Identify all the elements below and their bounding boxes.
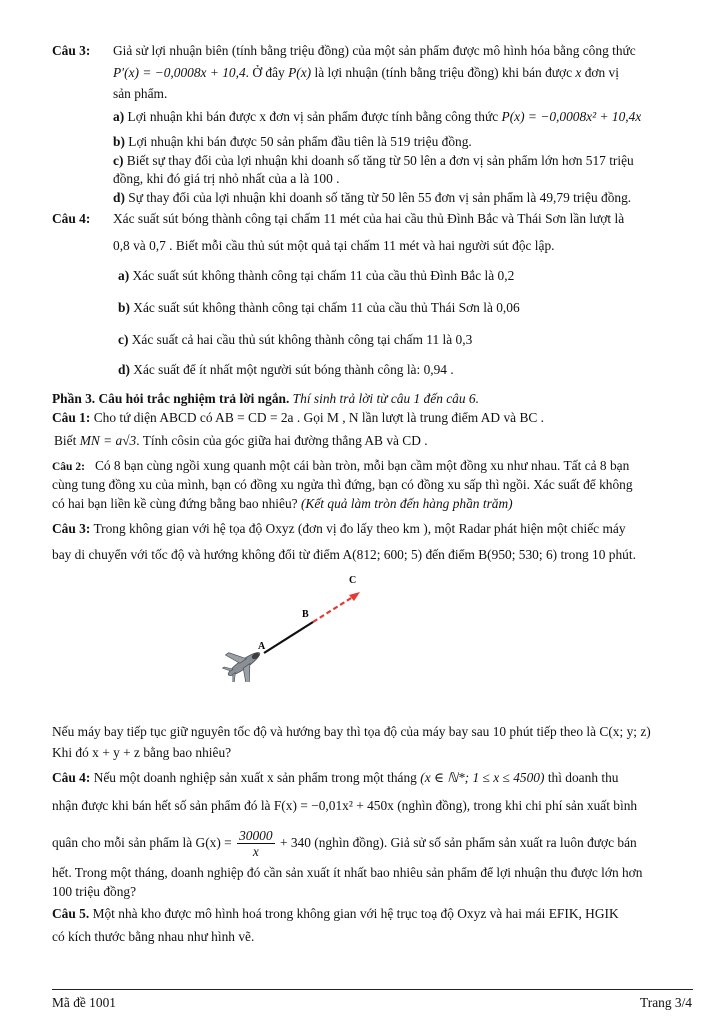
q4-option-d bbox=[118, 361, 454, 378]
p3q4-text1a: Nếu một doanh nghiệp sản xuất x sản phẩm trong một tháng bbox=[93, 770, 417, 785]
segment-bc-dashed bbox=[313, 595, 356, 622]
footer-divider bbox=[52, 989, 693, 990]
q4-line2: 0,8 và 0,7 . Biết mỗi cầu thủ sút một quả tại chấm 11 mét và hai người sút độc lập. bbox=[113, 238, 555, 253]
q3-line1: Giả sử lợi nhuận biên (tính bằng triệu đồng) của một sản phẩm được mô hình hóa bằng công thức bbox=[113, 43, 636, 58]
q4-option-a-text: Xác suất sút không thành công tại chấm 11 của cầu thủ Đình Bắc là 0,2 bbox=[132, 268, 515, 283]
p3q2-text1: Có 8 bạn cùng ngồi xung quanh một cái bàn tròn, mỗi bạn cầm một đồng xu như nhau. Tất cả 8 bạn bbox=[94, 458, 630, 473]
q4-option-b-text: Xác suất sút không thành công tại chấm 11 của cầu thủ Thái Sơn là 0,06 bbox=[133, 300, 520, 315]
fraction-denominator: x bbox=[252, 844, 259, 860]
p3q3-line2: bay di chuyển với tốc độ và hướng không đổi từ điểm A(812; 600; 5) đến điểm B(950; 530; 6) trong 10 phút. bbox=[52, 547, 636, 562]
q3-option-c-text1: Biết sự thay đổi của lợi nhuận khi doanh số tăng từ 50 lên a đơn vị sản phẩm lớn hơn 517 triệu bbox=[126, 153, 634, 168]
p3q3-line1 bbox=[52, 520, 626, 537]
q4-option-d-text: Xác suất để ít nhất một người sút bóng thành công là: 0,94 . bbox=[133, 362, 454, 377]
p3q4-text3a: quân cho mỗi sản phẩm là G(x) = bbox=[52, 835, 232, 850]
point-c-label: C bbox=[349, 575, 357, 586]
p3q4-line4: hết. Trong một tháng, doanh nghiệp đó cần sản xuất ít nhất bao nhiêu sản phẩm để lợi nhuận thu được lớn hơn bbox=[52, 865, 643, 880]
q3-option-c-cont: đồng, khi đó giá trị nhỏ nhất của a là 100 . bbox=[113, 171, 340, 186]
p3q2-line1 bbox=[52, 457, 629, 476]
q4-option-d-label: d) bbox=[118, 362, 130, 377]
q3-line2-text2: là lợi nhuận (tính bằng triệu đồng) khi bán được bbox=[314, 65, 573, 80]
q3-option-a-text: Lợi nhuận khi bán được x đơn vị sản phẩm được tính bằng công thức bbox=[127, 109, 499, 124]
q3-option-c-label: c) bbox=[113, 153, 124, 168]
q3-profit-formula: P(x) = −0,0008x² + 10,4x bbox=[501, 109, 642, 124]
p3q4-text3b: + 340 (nghìn đồng). Giả sử số sản phẩm sản xuất ra luôn được bán bbox=[279, 835, 637, 850]
q3-line3: sản phẩm. bbox=[113, 86, 168, 101]
q3-derivative-formula: P′(x) = −0,0008x + 10,4 bbox=[113, 65, 246, 80]
part3-title: Phần 3. Câu hỏi trắc nghiệm trả lời ngắn. bbox=[52, 391, 290, 406]
p3q2-label: Câu 2: bbox=[52, 461, 85, 473]
p3q1-text1: Cho tứ diện ABCD có AB = CD = 2a . Gọi M , N lần lượt là trung điểm AD và BC . bbox=[93, 410, 544, 425]
q3-x-symbol: x bbox=[575, 65, 582, 80]
p3q4-domain-expr: (x ∈ ℕ*; 1 ≤ x ≤ 4500) bbox=[420, 770, 545, 785]
p3q4-line3 bbox=[52, 826, 637, 860]
q3-option-b bbox=[113, 133, 472, 150]
segment-ab bbox=[264, 622, 313, 653]
q3-option-b-label: b) bbox=[113, 134, 125, 149]
q3-line2-text3: đơn vị bbox=[584, 65, 619, 80]
q3-option-a-label: a) bbox=[113, 109, 125, 124]
p3q4-line1 bbox=[52, 769, 618, 786]
p3q2-line2: cùng tung đồng xu của mình, bạn có đồng xu ngửa thì đứng, bạn có đồng xu sấp thì ngồi. Xác suất để không bbox=[52, 477, 633, 492]
p3q4-line5: 100 triệu đồng? bbox=[52, 884, 137, 899]
q3-option-b-text: Lợi nhuận khi bán được 50 sản phẩm đầu tiên là 519 triệu đồng. bbox=[128, 134, 472, 149]
q3-px-symbol: P(x) bbox=[288, 65, 312, 80]
p3q2-rounding-note: (Kết quả làm tròn đến hàng phần trăm) bbox=[300, 496, 513, 511]
q3-option-d-text: Sự thay đổi của lợi nhuận khi doanh số tăng từ 50 lên 55 đơn vị sản phẩm là 49,79 triệu đồng. bbox=[128, 190, 632, 205]
page-number: Trang 3/4 bbox=[640, 995, 692, 1010]
p3q3-line3: Nếu máy bay tiếp tục giữ nguyên tốc độ và hướng bay thì tọa độ của máy bay sau 10 phút tiếp theo là C(x; y; z) bbox=[52, 724, 651, 739]
q3-option-d-label: d) bbox=[113, 190, 125, 205]
q3-line2-text1: . Ở đây bbox=[245, 65, 285, 80]
q4-option-b-label: b) bbox=[118, 300, 130, 315]
q4-option-c-text: Xác suất cả hai cầu thủ sút không thành công tại chấm 11 là 0,3 bbox=[131, 332, 473, 347]
q4-label: Câu 4: bbox=[52, 211, 91, 226]
q4-option-a bbox=[118, 267, 514, 284]
point-a-label: A bbox=[258, 641, 266, 652]
p3q2-line3 bbox=[52, 495, 513, 512]
p3q1-mn-expr: MN = a√3 bbox=[79, 433, 137, 448]
p3q4-line2: nhận được khi bán hết số sản phẩm đó là F(x) = −0,01x² + 450x (nghìn đồng), trong khi chi phí sản xuất bình bbox=[52, 798, 638, 813]
q4-option-b bbox=[118, 299, 520, 316]
q4-option-a-label: a) bbox=[118, 268, 130, 283]
p3q1-label: Câu 1: bbox=[52, 410, 91, 425]
exam-code: Mã đề 1001 bbox=[52, 995, 116, 1010]
p3q3-label: Câu 3: bbox=[52, 521, 91, 536]
p3q3-line4: Khi đó x + y + z bằng bao nhiêu? bbox=[52, 745, 232, 760]
q3-option-d bbox=[113, 189, 631, 206]
airplane-trajectory-figure bbox=[218, 570, 368, 682]
fraction-numerator: 30000 bbox=[239, 828, 273, 844]
point-b-label: B bbox=[302, 609, 309, 620]
q3-line2 bbox=[113, 64, 619, 81]
p3q5-text1: Một nhà kho được mô hình hoá trong không gian với hệ trục toạ độ Oxyz và hai mái EFIK, HGIK bbox=[92, 906, 619, 921]
q4-line1: Xác suất sút bóng thành công tại chấm 11 mét của hai cầu thủ Đình Bắc và Thái Sơn lần lượt là bbox=[113, 211, 625, 226]
q3-option-a bbox=[113, 108, 641, 125]
part3-heading bbox=[52, 390, 479, 407]
p3q1-line1 bbox=[52, 409, 544, 426]
p3q1-line2 bbox=[54, 432, 428, 449]
q3-option-c bbox=[113, 152, 634, 169]
p3q4-label: Câu 4: bbox=[52, 770, 91, 785]
q4-option-c-label: c) bbox=[118, 332, 129, 347]
p3q2-text3a: có hai bạn liền kề cùng đứng bằng bao nhiêu? bbox=[52, 496, 298, 511]
p3q1-text2a: Biết bbox=[54, 433, 77, 448]
p3q4-text1b: thì doanh thu bbox=[547, 770, 619, 785]
q3-label: Câu 3: bbox=[52, 43, 91, 58]
p3q5-label: Câu 5. bbox=[52, 906, 90, 921]
p3q1-text2b: . Tính côsin của góc giữa hai đường thẳng AB và CD . bbox=[136, 433, 428, 448]
p3q3-text1: Trong không gian với hệ tọa độ Oxyz (đơn vị đo lấy theo km ), một Radar phát hiện một chiếc máy bbox=[93, 521, 626, 536]
q4-option-c bbox=[118, 331, 472, 348]
p3q4-fraction bbox=[237, 828, 274, 859]
part3-instruction: Thí sinh trả lời từ câu 1 đến câu 6. bbox=[292, 391, 479, 406]
p3q5-line1 bbox=[52, 905, 619, 922]
p3q5-line2: có kích thước bằng nhau như hình vẽ. bbox=[52, 929, 255, 944]
